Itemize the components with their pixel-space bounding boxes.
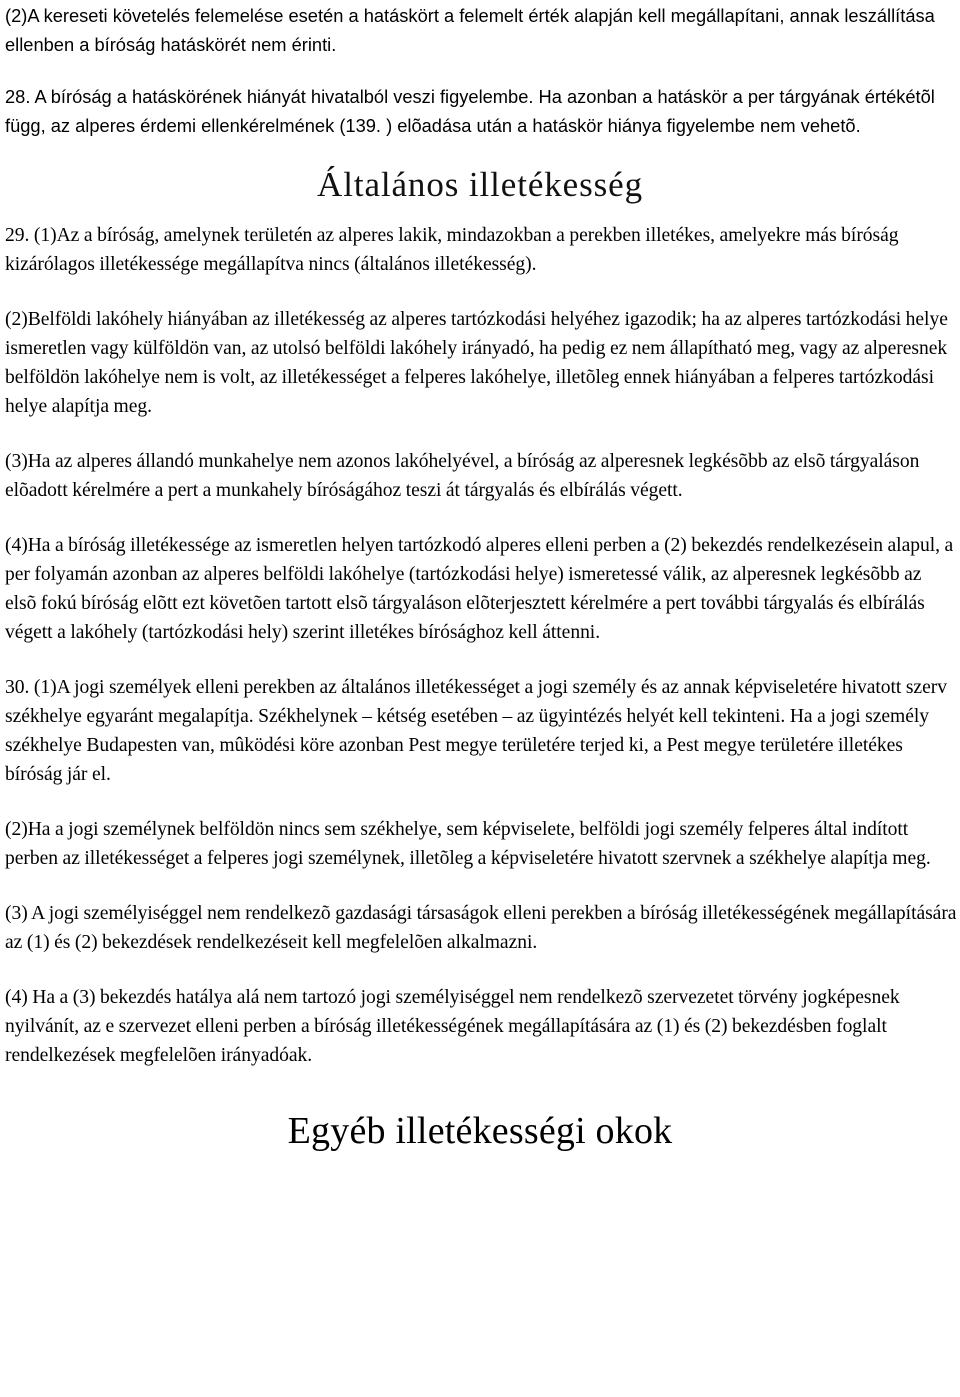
- paragraph-section-29-3: (3)Ha az alperes állandó munkahelye nem azonos lakóhelyével, a bíróság az alperesnek legkésõbb az elsõ tárgyaláson elõadott kérelmére a pert a munkahely bíróságához teszi át tárgyalás és elbírálás végett.: [5, 451, 920, 501]
- paragraph-section-29-4: (4)Ha a bíróság illetékessége az ismeretlen helyen tartózkodó alperes elleni perben a (2) bekezdés rendelkezésein alapul, a per folyamán azonban az alperes belföldi lakóhelye (tartózkodási helye) ismeretessé válik, az alperesnek legkésõbb az elsõ fokú bíróság elõtt ezt követõen tartott elsõ tárgyaláson elõterjesztett kérelmére a pert további tárgyalás és elbírálás végett a lakóhely (tartózkodási hely) szerint illetékes bírósághoz kell áttenni.: [5, 535, 954, 643]
- paragraph-section-30-4: (4) Ha a (3) bekezdés hatálya alá nem tartozó jogi személyiséggel nem rendelkezõ szervezetet törvény jogképesnek nyilvánít, az e szervezet elleni perben a bíróság illetékességének megállapítására az (1) és (2) bekezdésben foglalt rendelkezések megfelelõen irányadóak.: [5, 987, 900, 1066]
- paragraph-section-30-2: (2)Ha a jogi személynek belföldön nincs sem székhelye, sem képviselete, belföldi jogi személy felperes által indított perben az illetékességet a felperes jogi személynek, illetõleg a képviseletére hivatott szervnek a székhelye alapítja meg.: [5, 819, 931, 869]
- heading-egyeb-illetekessegi-okok: Egyéb illetékességi okok: [287, 1110, 673, 1152]
- paragraph-section-29-2: (2)Belföldi lakóhely hiányában az illetékesség az alperes tartózkodási helyéhez igazodik; ha az alperes tartózkodási helye ismeretlen vagy külföldön van, az utolsó belföldi lakóhely irányadó, ha pedig ez nem állapítható meg, vagy az alperesnek belföldön lakóhelye nem is volt, az illetékességet a felperes lakóhelye, illetõleg ennek hiányában a felperes tartózkodási helye alapítja meg.: [5, 309, 948, 417]
- paragraph-section-29-1: 29. (1)Az a bíróság, amelynek területén az alperes lakik, mindazokban a perekben illetékes, amelyekre más bíróság kizárólagos illetékessége megállapítva nincs (általános illetékesség).: [5, 225, 899, 275]
- heading-altalanos-illetekesseg: Általános illetékesség: [317, 165, 643, 204]
- paragraph-hataskor-felemeles: (2)A kereseti követelés felemelése esetén a hatáskört a felemelt érték alapján kell megállapítani, annak leszállítása ellenben a bíróság hatáskörét nem érinti.: [5, 5, 935, 55]
- document-page: [5, 0, 957, 1152]
- paragraph-section-30-3: (3) A jogi személyiséggel nem rendelkezõ gazdasági társaságok elleni perekben a bíróság illetékességének megállapítására az (1) és (2) bekezdések rendelkezéseit kell megfelelõen alkalmazni.: [5, 903, 957, 953]
- paragraph-section-28: 28. A bíróság a hatáskörének hiányát hivatalból veszi figyelembe. Ha azonban a hatáskör a per tárgyának értékétõl függ, az alperes érdemi ellenkérelmének (139. ) elõadása után a hatáskör hiánya figyelembe nem vehetõ.: [5, 86, 935, 136]
- paragraph-section-30-1: 30. (1)A jogi személyek elleni perekben az általános illetékességet a jogi személy és az annak képviseletére hivatott szerv székhelye egyaránt megalapítja. Székhelynek – kétség esetében – az ügyintézés helyét kell tekinteni. Ha a jogi személy székhelye Budapesten van, mûködési köre azonban Pest megye területére terjed ki, a Pest megye területére illetékes bíróság jár el.: [5, 677, 947, 785]
